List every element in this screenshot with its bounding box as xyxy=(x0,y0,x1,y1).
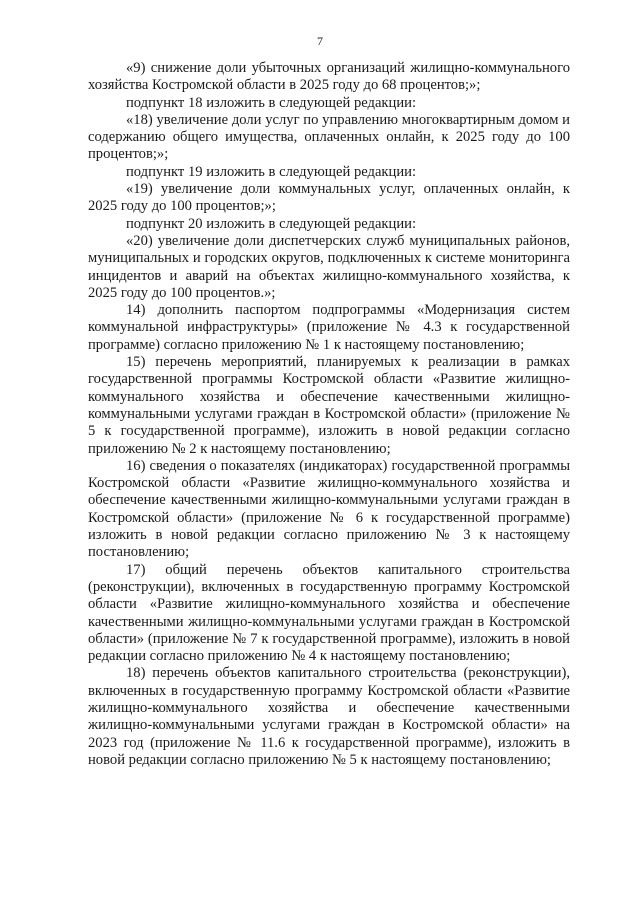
paragraph-14: 14) дополнить паспортом подпрограммы «Модернизация систем коммунальной инфраструктуры» (приложение № 4.3 к государственной программе) согласно приложению № 1 к настоящему постановлению; xyxy=(88,302,570,353)
page-number: 7 xyxy=(317,34,323,48)
paragraph-16: 16) сведения о показателях (индикаторах) государственной программы Костромской области «Развитие жилищно-коммунального хозяйства и обеспечение качественными жилищно-коммунальными услугами граждан в Костромской области» (приложение № 6 к государственной программе) изложить в новой редакции согласно приложению № 3 к настоящему постановлению; xyxy=(88,457,570,561)
paragraph-item-18-text: «18) увеличение доли услуг по управлению многоквартирным домом и содержанию общего имущества, оплаченных онлайн, к 2025 году до 100 процентов;»; xyxy=(88,111,570,163)
paragraph-subitem-19-instruction: подпункт 19 изложить в следующей редакции: xyxy=(126,163,417,180)
paragraph-subitem-18-instruction: подпункт 18 изложить в следующей редакции: xyxy=(126,94,417,111)
document-body xyxy=(88,60,570,769)
paragraph-subitem-20-instruction: подпункт 20 изложить в следующей редакции: xyxy=(126,215,417,232)
paragraph-item-19-text: «19) увеличение доли коммунальных услуг, оплаченных онлайн, к 2025 году до 100 процентов;»; xyxy=(88,181,570,215)
paragraph-15: 15) перечень мероприятий, планируемых к реализации в рамках государственной программы Костромской области «Развитие жилищно-коммунального хозяйства и обеспечение качественными жилищно-коммунальными услугами граждан в Костромской области» (приложение № 5 к государственной программе), изложить в новой редакции согласно приложению № 2 к настоящему постановлению; xyxy=(88,354,570,457)
paragraph-item-20-text: «20) увеличение доли диспетчерских служб муниципальных районов, муниципальных и городских округов, подключенных к системе мониторинга инцидентов и аварий на объектах жилищно-коммунального хозяйства, к 2025 году до 100 процентов.»; xyxy=(88,232,570,301)
paragraph-17: 17) общий перечень объектов капитального строительства (реконструкции), включенных в государственную программу Костромской области «Развитие жилищно-коммунального хозяйства и обеспечение качественными жилищно-коммунальными услугами граждан в Костромской области» (приложение № 7 к государственной программе), изложить в новой редакции согласно приложению № 4 к настоящему постановлению; xyxy=(88,561,570,665)
paragraph-18: 18) перечень объектов капитального строительства (реконструкции), включенных в государственную программу Костромской области «Развитие жилищно-коммунального хозяйства и обеспечение качественными жилищно-коммунальными услугами граждан в Костромской области» на 2023 год (приложение № 11.6 к государственной программе), изложить в новой редакции согласно приложению № 5 к настоящему постановлению; xyxy=(88,665,570,768)
paragraph-item-9-text: «9) снижение доли убыточных организаций жилищно-коммунального хозяйства Костромской области в 2025 году до 68 процентов;»; xyxy=(88,60,570,94)
